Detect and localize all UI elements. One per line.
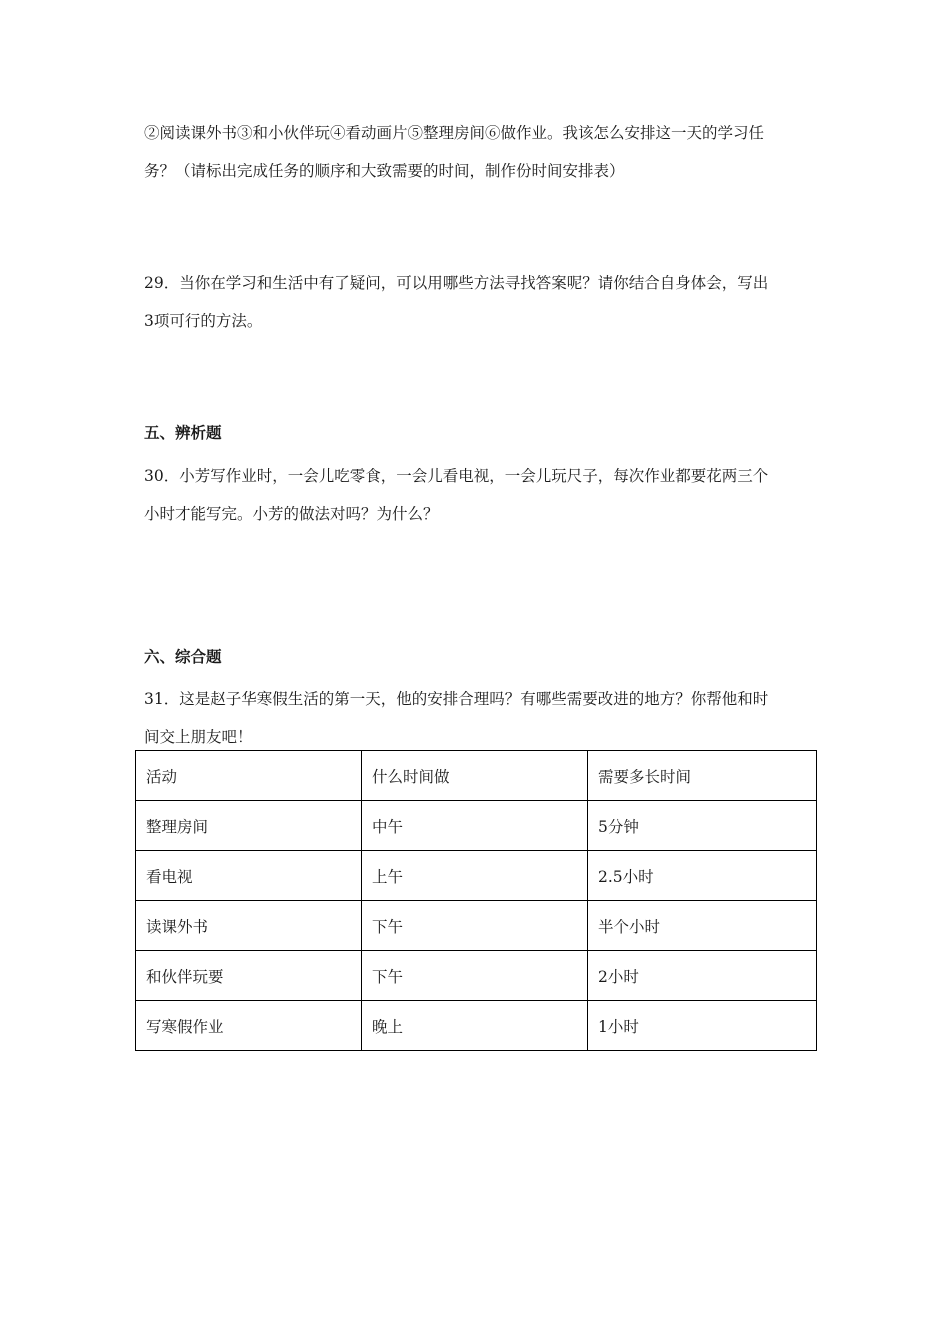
table-header-cell: 活动 bbox=[136, 751, 362, 801]
table-cell: 半个小时 bbox=[588, 901, 817, 951]
table-row bbox=[136, 901, 817, 951]
table-cell: 2.5小时 bbox=[588, 851, 817, 901]
table-cell: 写寒假作业 bbox=[136, 1001, 362, 1051]
table-cell: 晚上 bbox=[362, 1001, 588, 1051]
question-text-line: 务？（请标出完成任务的顺序和大致需要的时间，制作份时间安排表） bbox=[144, 162, 625, 180]
table-row bbox=[136, 801, 817, 851]
table-header-cell: 需要多长时间 bbox=[588, 751, 817, 801]
question-31 bbox=[144, 680, 816, 756]
table-header-row bbox=[136, 751, 817, 801]
question-text-line: 小时才能写完。小芳的做法对吗？为什么？ bbox=[144, 505, 439, 523]
table-cell: 上午 bbox=[362, 851, 588, 901]
question-text-line: 30．小芳写作业时，一会儿吃零食，一会儿看电视，一会儿玩尺子，每次作业都要花两三个 bbox=[144, 467, 769, 485]
question-28-continuation bbox=[144, 114, 816, 190]
table-cell: 看电视 bbox=[136, 851, 362, 901]
schedule-table bbox=[135, 750, 817, 1051]
table-cell: 读课外书 bbox=[136, 901, 362, 951]
table-cell: 整理房间 bbox=[136, 801, 362, 851]
question-text-line: 3项可行的方法。 bbox=[144, 312, 263, 330]
table-cell: 和伙伴玩要 bbox=[136, 951, 362, 1001]
question-text-line: ②阅读课外书③和小伙伴玩④看动画片⑤整理房间⑥做作业。我该怎么安排这一天的学习任 bbox=[144, 124, 765, 142]
table-cell: 5分钟 bbox=[588, 801, 817, 851]
table-cell: 下午 bbox=[362, 951, 588, 1001]
table-cell: 下午 bbox=[362, 901, 588, 951]
table-row bbox=[136, 851, 817, 901]
table-cell: 1小时 bbox=[588, 1001, 817, 1051]
table-header-cell: 什么时间做 bbox=[362, 751, 588, 801]
section-heading-analysis: 五、辨析题 bbox=[144, 424, 222, 442]
question-text-line: 29．当你在学习和生活中有了疑问，可以用哪些方法寻找答案呢？请你结合自身体会，写出 bbox=[144, 274, 769, 292]
table-cell: 2小时 bbox=[588, 951, 817, 1001]
question-text-line: 31．这是赵子华寒假生活的第一天，他的安排合理吗？有哪些需要改进的地方？你帮他和时 bbox=[144, 690, 769, 708]
table-row bbox=[136, 951, 817, 1001]
section-heading-comprehensive: 六、综合题 bbox=[144, 648, 222, 666]
question-29 bbox=[144, 264, 816, 340]
question-text-line: 间交上朋友吧！ bbox=[144, 728, 253, 746]
table-cell: 中午 bbox=[362, 801, 588, 851]
table-row bbox=[136, 1001, 817, 1051]
question-30 bbox=[144, 457, 816, 533]
